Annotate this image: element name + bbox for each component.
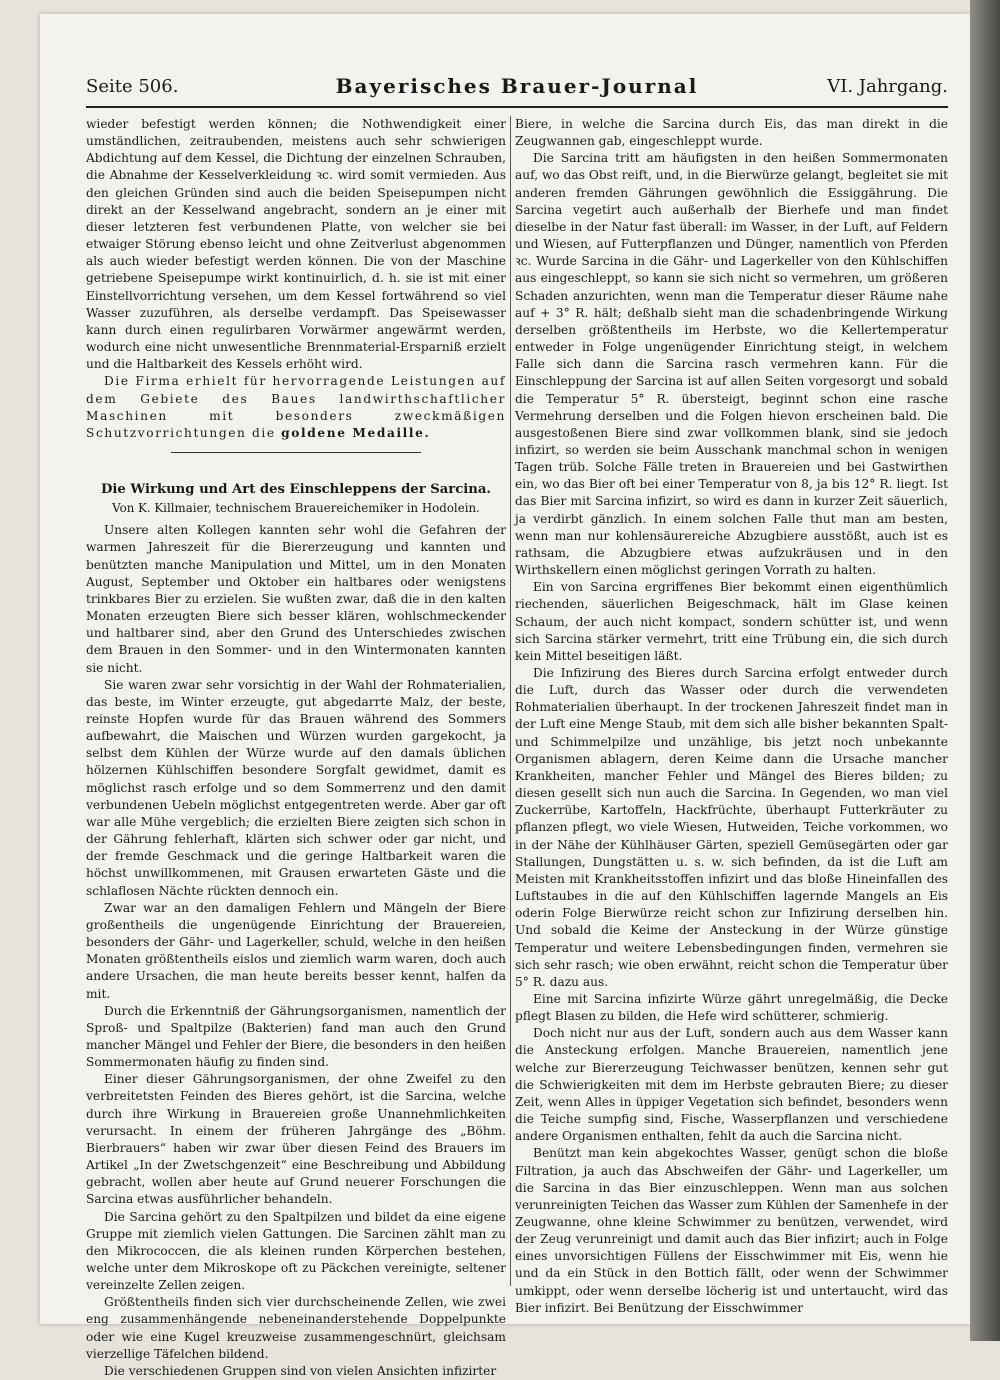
paragraph: wieder befestigt werden können; die Nothwendigkeit einer umständlichen, zeitraubenden, meistens auch sehr schwierigen Abdichtung auf dem Kessel, die Dichtung der einzelnen Schrauben, die Abnahme der Kesselverkleidung ꝛc. wird somit vermieden. Aus den gleichen Gründen sind auch die beiden Speisepumpen nicht direkt an der Kesselwand angebracht, sondern an je einer mit dieser letzteren fest verbundenen Platte, von welcher sie bei etwaiger Störung ebenso leicht und ohne Zeitverlust abgenommen als auch wieder befestigt werden können. Die von der Maschine getriebene Speisepumpe wirkt kontinuirlich, d. h. sie ist mit einer Einstellvorrichtung versehen, um dem Kessel fortwährend so viel Wasser zuzuführen, als derselbe verdampft. Das Speisewasser kann durch einen regulirbaren Vorwärmer angewärmt werden, wodurch eine nicht unwesentliche Brennmaterial-Ersparniß erzielt und die Haltbarkeit des Kessels erhöht wird.: [86, 117, 506, 372]
award-medal: goldene Medaille.: [281, 425, 431, 440]
journal-title: Bayerisches Brauer-Journal: [335, 74, 699, 98]
header-rule: [86, 106, 948, 108]
right-column: [515, 116, 948, 1315]
paragraph: Zwar war an den damaligen Fehlern und Mängeln der Biere großentheils die ungenügende Einrichtung der Brauereien, besonders der Gähr- und Lagerkeller, schuld, welche in den heißen Monaten größtentheils eislos und ziemlich warm waren, doch auch andere Ursachen, die man heute bereits besser kennt, halfen da mit.: [86, 900, 506, 1001]
paragraph: Unsere alten Kollegen kannten sehr wohl die Gefahren der warmen Jahreszeit für die Biererzeugung und kannten und benützten manche Manipulation und Mittel, um in den Monaten August, September und Oktober ein haltbares oder wenigstens trinkbares Bier zu erzielen. Sie wußten zwar, daß die in den kalten Monaten erzeugten Biere sich besser klären, wohlschmeckender und haltbarer sind, aber den Grund des Unterschiedes zwischen dem Brauen in den Sommer- und in den Wintermonaten kannten sie nicht.: [86, 523, 506, 675]
paragraph: Sie waren zwar sehr vorsichtig in der Wahl der Rohmaterialien, das beste, im Winter erzeugte, gut abgedarrte Malz, der beste, reinste Hopfen wurde für das Brauen während des Sommers aufbewahrt, die Maischen und Würzen wurden gargekocht, ja selbst dem Kühlen der Würze wurde auf den damals üblichen hölzernen Kühlschiffen besondere Sorgfalt gewidmet, damit es möglichst rasch erfolge und so dem Sommerrenz und den damit verbundenen Uebeln möglichst entgegentreten werde. Aber gar oft war alle Mühe vergeblich; die erzielten Biere zeigten sich schon in der Gährung fehlerhaft, klärten sich schwer oder gar nicht, und der fremde Geschmack und die geringe Haltbarkeit waren die höchst unwillkommenen, mit Grausen erwarteten Gäste und die schlaflosen Nächte rückten dennoch ein.: [86, 677, 506, 898]
volume-label: VI. Jahrgang.: [827, 76, 948, 97]
paragraph: Die Sarcina tritt am häufigsten in den heißen Sommermonaten auf, wo das Obst reift, und, in die Bierwürze gelangt, begleitet sie mit anderen fremden Gährungen gewöhnlich die Essiggährung. Die Sarcina vegetirt auch außerhalb der Bierhefe und man findet dieselbe in der Natur fast überall: im Wasser, in der Luft, auf Feldern und Wiesen, auf Futterpflanzen und Dünger, namentlich von Pferden ꝛc. Wurde Sarcina in die Gähr- und Lagerkeller von den Kühlschiffen aus eingeschleppt, so kann sie sich nicht so vermehren, um größeren Schaden anzurichten, wenn man die Temperatur dieser Räume nahe auf + 3° R. hält; deßhalb sieht man die schadenbringende Wirkung derselben größtentheils im Herbste, wo die Kellertemperatur entweder in Folge ungenügender Einrichtung steigt, in welchem Falle sich dann die Sarcina rasch vermehren kann. Für die Einschleppung der Sarcina ist auf allen Seiten vorgesorgt und sobald die Temperatur 5° R. übersteigt, beginnt schon eine rasche Vermehrung derselben und die Folgen hievon erscheinen bald. Die ausgestoßenen Biere sind zwar vollkommen blank, sind sie jedoch infizirt, so werden sie beim Ausschank manchmal schon in wenigen Tagen trüb. Solche Fälle treten in Brauereien und bei Gastwirthen ein, wo das Bier oft bei einer Temperatur von 8, ja bis 12° R. liegt. Ist das Bier mit Sarcina infizirt, so wird es dann in kurzer Zeit säuerlich, ja verdirbt gänzlich. In einem solchen Falle thut man am besten, wenn man nur kohlensäurereiche Abzugbiere ausstößt, auch ist es rathsam, die Abzugbiere etwas aufzukräusen und in den Wirthskellern einen möglichst geringen Vorrath zu halten.: [515, 151, 948, 578]
left-column: [86, 116, 506, 1378]
scan-edge-shadow: [970, 0, 1000, 1341]
article-title: Die Wirkung und Art des Einschleppens der Sarcina.: [100, 481, 492, 497]
paragraph: Die verschiedenen Gruppen sind von vielen Ansichten infizirter: [104, 1363, 497, 1378]
page-number: Seite 506.: [86, 76, 179, 97]
article-byline: Von K. Killmaier, technischem Brauereichemiker in Hodolein.: [112, 501, 480, 516]
paragraph: Benützt man kein abgekochtes Wasser, genügt schon die bloße Filtration, ja auch das Abschweifen der Gähr- und Lagerkeller, um die Sarcina in das Bier einzuschleppen. Wenn man aus solchen verunreinigten Teichen das Wasser zum Kühlen der Samenhefe in der Zeugwanne, ohne kleine Schwimmer zu benützen, verwendet, wird der Zeug verunreinigt und damit auch das Bier infizirt; auch in Folge eines unvorsichtigen Füllens der Eisschwimmer mit Eis, wenn hie und da ein Stück in den Bottich fällt, oder wenn der Schwimmer umkippt, oder wenn derselbe löcherig ist und untertaucht, wird das Bier infizirt. Bei Benützung der Eisschwimmer: [515, 1146, 948, 1315]
paragraph: Einer dieser Gährungsorganismen, der ohne Zweifel zu den verbreitetsten Feinden des Bieres gehört, ist die Sarcina, welche durch ihre Wirkung in Brauereien große Unannehmlichkeiten verursacht. In einem der früheren Jahrgänge des „Böhm. Bierbrauers“ haben wir zwar über diesen Feind des Brauers im Artikel „In der Zwetschgenzeit“ eine Beschreibung und Abbildung gebracht, wollen aber heute auf Grund neuerer Forschungen die Sarcina etwas ausführlicher behandeln.: [86, 1072, 506, 1207]
paragraph: Biere, in welche die Sarcina durch Eis, das man direkt in die Zeugwannen gab, eingeschleppt wurde.: [515, 117, 948, 149]
paragraph: Ein von Sarcina ergriffenes Bier bekommt einen eigenthümlich riechenden, säuerlichen Beigeschmack, hält im Glase keinen Schaum, der auch nicht kompact, sondern schütter ist, und wenn sich Sarcina stärker vermehrt, tritt eine Trübung ein, die sich durch kein Mittel beseitigen läßt.: [515, 580, 948, 663]
award-text: Die Firma erhielt für hervorragende Leistungen auf dem Gebiete des Baues landwirthschaftlicher Maschinen mit besonders zweckmäßigen Schutzvorrichtungen die: [86, 374, 506, 440]
column-divider: [510, 116, 511, 1286]
paragraph: Eine mit Sarcina infizirte Würze gährt unregelmäßig, die Decke pflegt Blasen zu bilden, die Hefe wird schütterer, schmierig.: [515, 991, 948, 1024]
paragraph: Die Infizirung des Bieres durch Sarcina erfolgt entweder durch die Luft, durch das Wasser oder durch die verwendeten Rohmaterialien überhaupt. In der trockenen Jahreszeit findet man in der Luft eine Menge Staub, mit dem sich alle bisher bekannten Spalt- und Schimmelpilze und unzählige, bis jetzt noch unbekannte Organismen ablagern, deren Keime dann die Ursache mancher Krankheiten, mancher Fehler und Mängel des Bieres bilden; zu diesen gesellt sich nun auch die Sarcina. In Gegenden, wo man viel Zuckerrübe, Kartoffeln, Hackfrüchte, überhaupt Futterkräuter zu pflanzen pflegt, wo viele Wiesen, Hutweiden, Teiche vorkommen, wo in der Nähe der Kühlhäuser Gärten, speziell Gemüsegärten oder gar Stallungen, Dungstätten u. s. w. sich befinden, da ist die Luft am Meisten mit Krankheitsstoffen infizirt und das bloße Hineinfallen des Luftstaubes in die auf den Kühlschiffen lagernde Mangels an Eis oderin Folge Bierwürze reicht schon zur Infizirung derselben hin. Und sobald die Keime der Ansteckung in der Würze günstige Temperatur und weitere Lebensbedingungen finden, vermehren sie sich sehr rasch; wie oben erwähnt, reicht schon die Temperatur über 5° R. dazu aus.: [515, 666, 948, 989]
paragraph: Doch nicht nur aus der Luft, sondern auch aus dem Wasser kann die Ansteckung erfolgen. Manche Brauereien, namentlich jene welche zur Biererzeugung Teichwasser benützen, kennen sehr gut die Schwierigkeiten mit dem im Herbste gebrauten Biere; zu dieser Zeit, wenn Alles in üppiger Vegetation sich befindet, besonders wenn die Teiche sumpfig sind, Fische, Wasserpflanzen und verschiedene andere Organismen enthalten, fehlt da auch die Sarcina nicht.: [515, 1026, 948, 1144]
paragraph: Größtentheils finden sich vier durchscheinende Zellen, wie zwei eng zusammenhängende nebeneinanderstehende Doppelpunkte oder wie eine Kugel kreuzweise zusammengeschnürt, gleichsam vierzellige Täfelchen bildend.: [86, 1295, 506, 1361]
paragraph: Durch die Erkenntniß der Gährungsorganismen, namentlich der Sproß- und Spaltpilze (Bakterien) fand man auch den Grund mancher Mängel und Fehler der Biere, die besonders in den heißen Sommermonaten häufig zu finden sind.: [86, 1003, 506, 1070]
page-header: [86, 76, 948, 106]
section-divider: [171, 452, 421, 453]
award-paragraph: [86, 373, 506, 442]
paragraph: Die Sarcina gehört zu den Spaltpilzen und bildet da eine eigene Gruppe mit ziemlich vielen Gattungen. Die Sarcinen zählt man zu den Mikrococcen, die als kleinen runden Körperchen bestehen, welche unter dem Mikroskope oft zu Päckchen vereinigte, seltener vereinzelte Zellen zeigen.: [86, 1209, 506, 1293]
